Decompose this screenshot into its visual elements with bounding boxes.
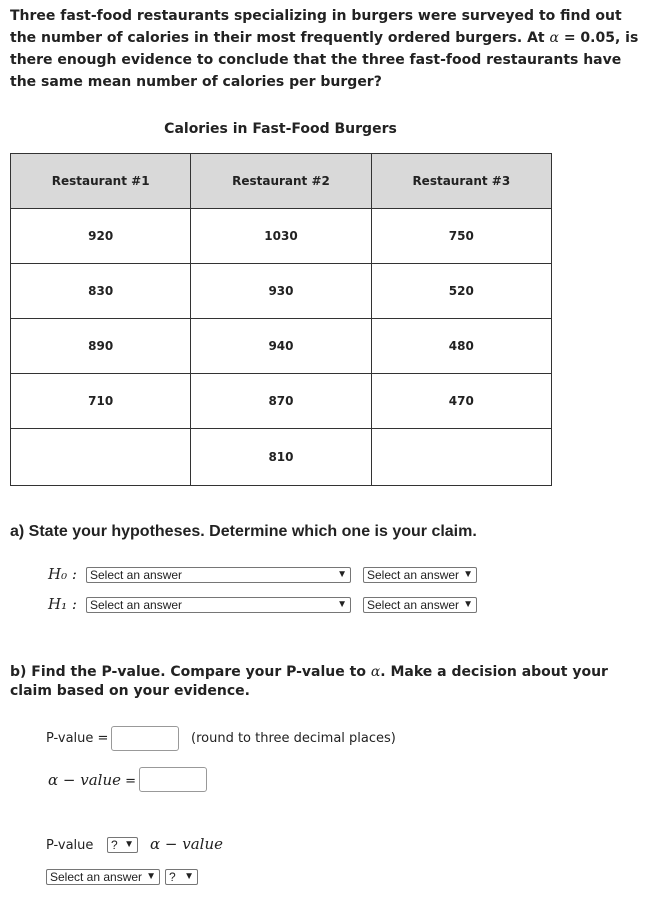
table-row	[11, 264, 552, 319]
table-cell: 810	[191, 429, 371, 486]
table-cell: 520	[371, 264, 551, 319]
h1-label: H₁ :	[48, 595, 77, 613]
table-cell	[371, 429, 551, 486]
pvalue-label: P-value =	[46, 731, 109, 746]
table-cell: 870	[191, 374, 371, 429]
decision-select-2[interactable]: ? ▼	[165, 869, 198, 885]
table-cell: 830	[11, 264, 191, 319]
table-cell: 470	[371, 374, 551, 429]
table-cell: 750	[371, 209, 551, 264]
table-cell: 710	[11, 374, 191, 429]
table-cell	[11, 429, 191, 486]
header-restaurant-1: Restaurant #1	[11, 154, 191, 209]
calories-table	[10, 153, 552, 486]
h0-claim-select[interactable]: Select an answer ▼	[363, 567, 477, 583]
chevron-down-icon: ▼	[337, 569, 347, 580]
table-header-row	[11, 154, 552, 209]
pvalue-input[interactable]	[111, 726, 179, 751]
chevron-down-icon: ▼	[337, 599, 347, 610]
table-title: Calories in Fast-Food Burgers	[164, 121, 397, 137]
h0-label: H₀ :	[48, 565, 77, 583]
chevron-down-icon: ▼	[124, 839, 134, 850]
alpha-symbol: α	[549, 30, 559, 46]
problem-statement: Three fast-food restaurants specializing in burgers were surveyed to find out the number of calories in their most frequently ordered burgers. At α = 0.05, is there enough evidence to conclude that the three fast-food restaurants have the same mean number of calories per burger?	[10, 8, 639, 90]
part-b-heading: b) Find the P-value. Compare your P-value to α. Make a decision about your claim based on your evidence.	[10, 664, 608, 699]
header-restaurant-3: Restaurant #3	[371, 154, 551, 209]
chevron-down-icon: ▼	[463, 569, 473, 580]
h1-select[interactable]: Select an answer ▼	[86, 597, 351, 613]
header-restaurant-2: Restaurant #2	[191, 154, 371, 209]
part-a-heading: a) State your hypotheses. Determine which one is your claim.	[10, 523, 477, 540]
table-cell: 890	[11, 319, 191, 374]
alpha-symbol: α	[370, 664, 381, 680]
table-cell: 930	[191, 264, 371, 319]
comparison-select[interactable]: ? ▼	[107, 837, 138, 853]
decision-select[interactable]: Select an answer ▼	[46, 869, 160, 885]
chevron-down-icon: ▼	[184, 871, 194, 882]
table-row	[11, 374, 552, 429]
chevron-down-icon: ▼	[146, 871, 156, 882]
table-cell: 1030	[191, 209, 371, 264]
table-row	[11, 209, 552, 264]
table-row	[11, 319, 552, 374]
table-cell: 480	[371, 319, 551, 374]
table-cell: 940	[191, 319, 371, 374]
round-note: (round to three decimal places)	[191, 731, 396, 746]
compare-pvalue-label: P-value	[46, 838, 94, 853]
alpha-value-input[interactable]	[139, 767, 207, 792]
h0-select[interactable]: Select an answer ▼	[86, 567, 351, 583]
alpha-value-label: α − value =	[48, 771, 137, 789]
compare-alpha-label: α − value	[150, 835, 223, 853]
h1-claim-select[interactable]: Select an answer ▼	[363, 597, 477, 613]
table-cell: 920	[11, 209, 191, 264]
table-row	[11, 429, 552, 486]
chevron-down-icon: ▼	[463, 599, 473, 610]
